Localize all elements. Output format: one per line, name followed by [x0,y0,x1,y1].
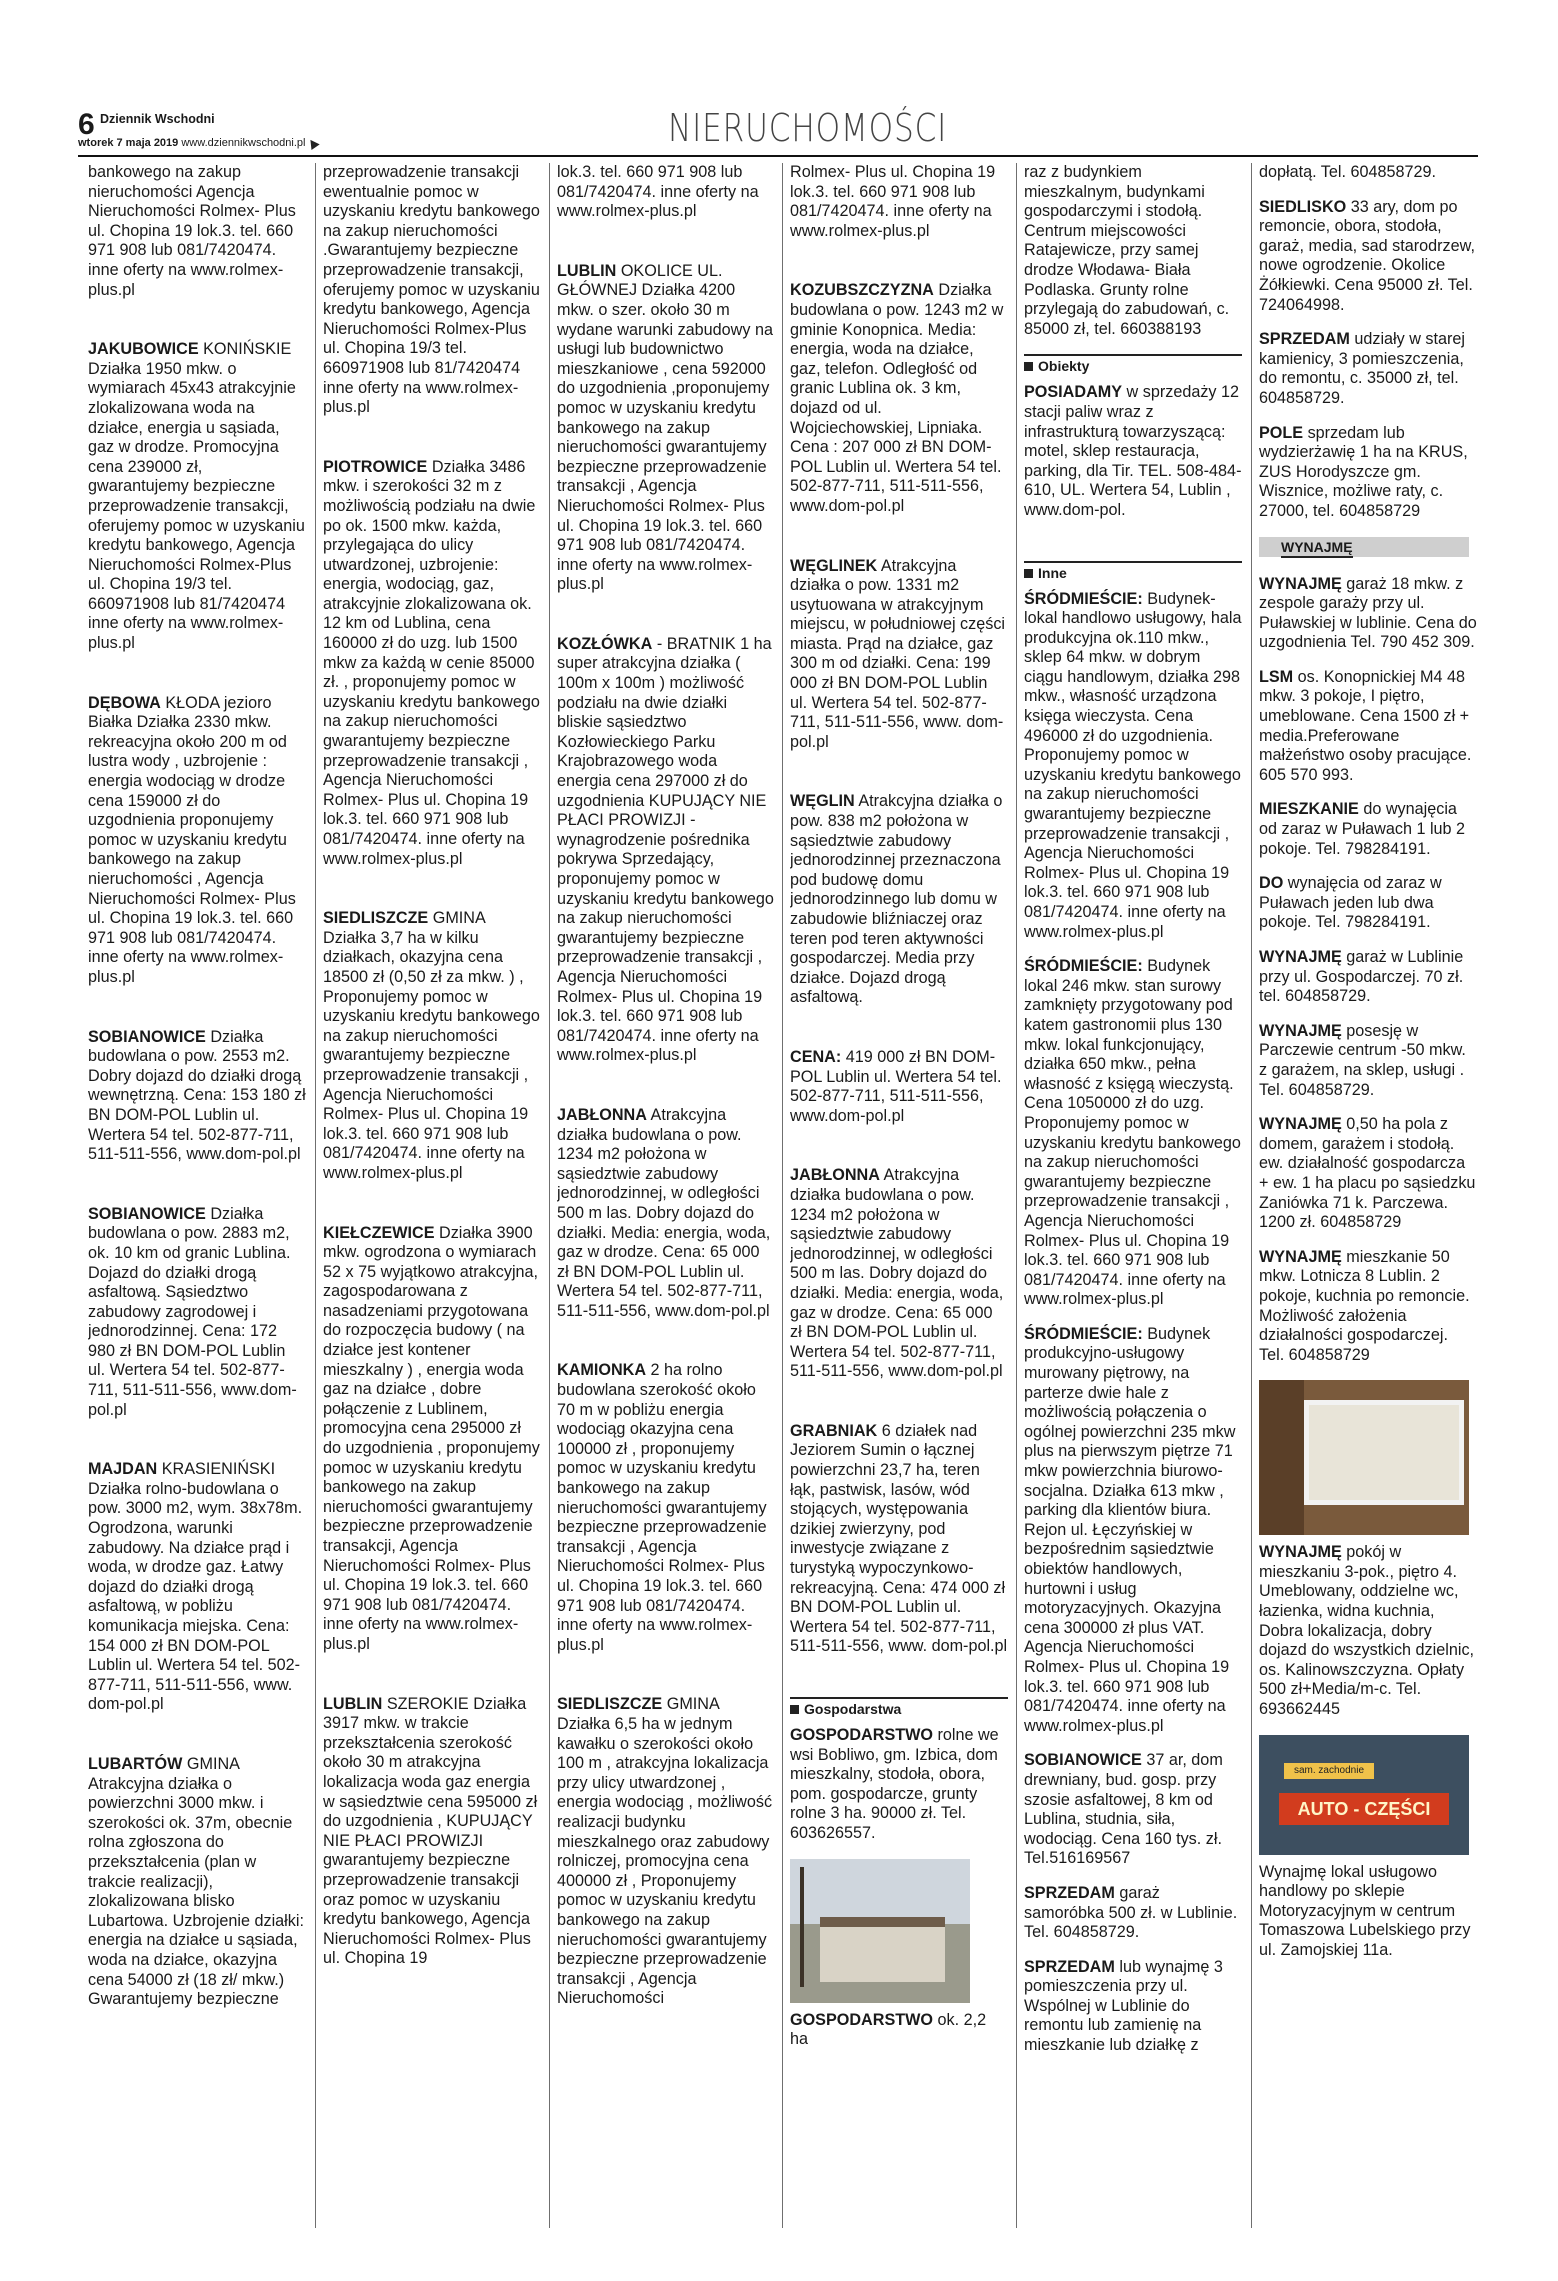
ad-heading: WYNAJMĘ [1259,1115,1342,1134]
issue-date-line [78,137,318,149]
ad-text: GMINA Działka 6,5 ha w jednym kawałku o szerokości około 100 m , atrakcyjna lokalizacja przy ulicy utwardzonej , energia wodociąg , możliwość realizacji budynku mieszkalnego oraz zabudowy rolniczej, promocyjna cena 400000 zł , Proponujemy pomoc w uzyskaniu kredytu bankowego na zakup nieruchomości gwarantujemy bezpieczne przeprowadzenie transakcji , Agencja Nieruchomości [557,1695,773,2008]
ad-listing [557,1361,775,1655]
ad-text: - BRATNIK 1 ha super atrakcyjna działka ( 100m x 100m ) możliwość podziału na dwie działki bliskie sąsiedztwo Kozłowieckiego Parku Krajobrazowego woda energia cena 297000 zł do uzgodnienia KUPUJĄCY NIE PŁACI PROWIZJI -wynagrodzenie pośrednika pokrywa Sprzedający, proponujemy pomoc w uzyskaniu kredytu bankowego na zakup nieruchomości gwarantujemy bezpieczne przeprowadzenie transakcji , Agencja Nieruchomości Rolmex- Plus ul. Chopina 19 lok.3. tel. 660 971 908 lub 081/7420474. inne oferty na www.rolmex-plus.pl [557,634,774,1065]
ad-listing [1259,1115,1477,1233]
ad-text: lub wynajmę 3 pomieszczenia przy ul. Wspólnej w Lublinie do remontu lub zamienię na mieszkanie lub działkę z [1024,1957,1223,2055]
ad-heading: SPRZEDAM [1259,330,1350,349]
cursor-icon [307,137,320,150]
ad-text: garaż 18 mkw. z zespole garaży przy ul. Puławskiej w lublinie. Cena do uzgodnienia Tel. 790 452 309. [1259,574,1477,652]
ad-text: dopłatą. Tel. 604858729. [1259,163,1437,181]
ad-heading: LUBARTÓW [88,1754,183,1773]
ad-listing [557,1695,775,2009]
category-inne: Inne [1024,561,1242,582]
ad-heading: MAJDAN [88,1460,158,1479]
ad-text: Budynek-lokal handlowo usługowy, hala produkcyjna ok.110 mkw., sklep 64 mkw. w dobrym ciągu handlowym, działka 298 mkw., własność urządzona księga wieczysta. Cena 496000 zł do uzgodnienia. Proponujemy pomoc w uzyskaniu kredytu bankowego na zakup nieruchomości gwarantujemy bezpieczne przeprowadzenie transakcji , Agencja Nieruchomości Rolmex- Plus ul. Chopina 19 lok.3. tel. 660 971 908 lub 081/7420474. inne oferty na www.rolmex-plus.pl [1024,589,1242,941]
ad-heading: KOZŁÓWKA [557,634,653,653]
ad-listing [790,1048,1008,1126]
category-marker-icon [790,1705,799,1714]
ad-text: 419 000 zł BN DOM-POL Lublin ul. Wertera 54 tel. 502-877-711, 511-511-556, www.dom-pol.pl [790,1047,1002,1125]
ad-listing [1024,590,1242,943]
ad-text: Działka budowlana o pow. 2553 m2. Dobry dojazd do działki drogą wewnętrzną. Cena: 153 180 zł BN DOM-POL Lublin ul. Wertera 54 tel. 502-877-711, 511-511-556, www.dom-pol.pl [88,1027,306,1164]
ad-heading: ŚRÓDMIEŚCIE: [1024,957,1143,976]
ad-text: do wynajęcia od zaraz w Puławach 1 lub 2 pokoje. Tel. 798284191. [1259,800,1466,858]
ad-listing [1259,948,1477,1007]
ad-listing [323,909,541,1183]
ad-listing [557,635,775,1066]
paper-name: Dziennik Wschodni [100,112,215,126]
ad-listing [790,1422,1008,1657]
ad-listing [1259,330,1477,408]
ad-listing: Wynajmę lokal usługowo handlowy po sklepie Motoryzacyjnym w centrum Tomaszowa Lubelskiego przy ul. Zamojskiej 11a. [1259,1862,1471,1959]
ad-text: wynajęcia od zaraz w Puławach jeden lub dwa pokoje. Tel. 798284191. [1259,874,1442,932]
ad-listing [557,1106,775,1322]
ad-text: Budynek lokal 246 mkw. stan surowy zamknięty przygotowany pod katem gastronomii plus 130 mkw. lokal funkcjonujący, działka 650 mkw., pełna własność z księgą wieczystą. Cena 1050000 zł do uzg. Proponujemy pomoc w uzyskaniu kredytu bankowego na zakup nieruchomości gwarantujemy bezpieczne przeprowadzenie transakcji , Agencja Nieruchomości Rolmex- Plus ul. Chopina 19 lok.3. tel. 660 971 908 lub 081/7420474. inne oferty na www.rolmex-plus.pl [1024,957,1241,1309]
issue-date: wtorek 7 maja 2019 [78,137,179,149]
ad-listing: POSIADAMY w sprzedaży 12 stacji paliw wraz z infrastrukturą towarzyszącą: motel, sklep restauracja, parking, dla Tir. TEL. 508-484-610, UL. Wertera 54, Lublin , www.dom-pol. [1024,383,1242,519]
ad-heading: ŚRÓDMIEŚCIE: [1024,589,1143,608]
ad-heading: WYNAJMĘ [1259,948,1342,966]
ad-heading: WĘGLIN [790,792,855,811]
ad-text: Rolmex- Plus ul. Chopina 19 lok.3. tel. 660 971 908 lub 081/7420474. inne oferty na www.rolmex-plus.pl [790,163,996,240]
ad-heading: WĘGLINEK [790,556,878,575]
ad-heading: KOZUBSZCZYZNA [790,281,934,300]
ad-text: lok.3. tel. 660 971 908 lub 081/7420474. inne oferty na www.rolmex-plus.pl [557,163,759,221]
page-header [78,104,1478,154]
ad-listing [1024,1958,1242,2056]
ad-listing [1024,1751,1242,1869]
ad-heading: JABŁONNA [557,1105,647,1124]
ad-heading: KAMIONKA [557,1361,647,1380]
ad-listing [88,1028,306,1165]
ad-text: Atrakcyjna działka o pow. 1331 m2 usytuowana w atrakcyjnym miejscu, w południowej części miasta. Prąd na działce, gaz 300 m od działki. Cena: 199 000 zł BN DOM-POL Lublin ul. Wertera 54 tel. 502-877-711, 511-511-556, www. dom-pol.pl [790,556,1006,751]
ad-heading: DO [1259,874,1284,893]
ad-heading: POLE [1259,423,1304,442]
ad-heading: SIEDLISZCZE [557,1695,663,1714]
ad-text: os. Konopnickiej M4 48 mkw. 3 pokoje, I piętro, umeblowane. Cena 1500 zł + media.Preferowane małżeństwo osoby pracujące. 605 570 993. [1259,667,1472,784]
ad-heading: PIOTROWICE [323,457,428,476]
ad-listing [1259,1022,1477,1100]
category-gospodarstwa: Gospodarstwa [790,1697,1008,1718]
ad-listing: raz z budynkiem mieszkalnym, budynkami gospodarczymi i stodołą. Centrum miejscowości Ratajewicze, przy samej drodze Włodawa- Biała Podlaska. Grunty rolne przylegają do zabudowań, c. 85000 zł, tel. 660388193 [1024,163,1230,338]
category-obiekty: Obiekty [1024,354,1242,375]
ad-listing [790,163,1008,241]
shop-photo: sam. zachodnie AUTO - CZĘŚCI [1259,1735,1469,1855]
ad-text: sprzedam lub wydzierżawię 1 ha na KRUS, ZUS Horodyszcze gm. Wisznice, możliwe raty, c. 27000, tel. 604858729 [1259,423,1468,520]
ad-listing [790,1166,1008,1382]
ad-text: 6 działek nad Jeziorem Sumin o łącznej powierzchni 23,7 ha, teren łąk, pastwisk, lasów, wód stojących, występowania dzikiej zwierzyny, pod inwestycje związane z turystyką wypoczynkowo-rekreacyjną. Cena: 474 000 zł BN DOM-POL Lublin ul. Wertera 54 tel. 502-877-711, 511-511-556, www. dom-pol.pl [790,1421,1008,1656]
ad-text: Działka 3900 mkw. ogrodzona o wymiarach 52 x 75 wyjątkowo atrakcyjna, zagospodarowana z nasadzeniami przygotowana do rozpoczęcia budowy ( na działce jest kontener mieszkalny ) , energia woda gaz na działce , dobre połączenie z Lublinem, promocyjna cena 295000 zł do uzgodnienia , proponujemy pomoc w uzyskaniu kredytu bankowego na zakup nieruchomości gwarantujemy bezpieczne przeprowadzenie transakcji, Agencja Nieruchomości Rolmex- Plus ul. Chopina 19 lok.3. tel. 660 971 908 lub 081/7420474. inne oferty na www.rolmex-plus.pl [323,1223,540,1653]
category-marker-icon [1024,362,1033,371]
ad-heading: WYNAJMĘ [1259,1247,1342,1266]
ad-text: udziały w starej kamienicy, 3 pomieszczenia, do remontu, c. 35000 zł, tel. 604858729. [1259,330,1466,407]
room-photo [1259,1380,1469,1535]
ad-listing [1259,874,1477,933]
ad-text: bankowego na zakup nieruchomości Agencja Nieruchomości Rolmex- Plus ul. Chopina 19 lok.3. tel. 660 971 908 lub 081/7420474. inne oferty na www.rolmex-plus.pl [88,163,296,299]
ad-text: Działka 3486 mkw. i szerokości 32 m z możliwością podziału na dwie po ok. 1500 mkw. każda, przylegająca do ulicy utwardzonej, uzbrojenie: energia, wodociąg, gaz, atrakcyjnie zlokalizowana ok. 12 km od Lublina, cena 160000 zł do uzg. lub 1500 mkw za każdą w cenie 85000 zł. , proponujemy pomoc w uzyskaniu kredytu bankowego na zakup nieruchomości gwarantujemy bezpieczne przeprowadzenie transakcji , Agencja Nieruchomości Rolmex- Plus ul. Chopina 19 lok.3. tel. 660 971 908 lub 081/7420474. inne oferty na www.rolmex-plus.pl [323,457,540,868]
ad-heading: LUBLIN [557,261,617,280]
ad-text: KONIŃSKIE Działka 1950 mkw. o wymiarach 45x43 atrakcyjnie zlokalizowana woda na działce, energia u sąsiada, gaz w drodze. Promocyjna cena 239000 zł, gwarantujemy bezpieczne przeprowadzenie transakcji, oferujemy pomoc w uzyskaniu kredytu bankowego, Agencja Nieruchomości Rolmex-Plus ul. Chopina 19/3 tel. 660971908 lub 81/7420474 inne oferty na www.rolmex-plus.pl [88,340,305,653]
category-marker-icon [1024,569,1033,578]
column-divider [1251,163,1252,2228]
column-divider [782,163,783,2228]
ad-listing [323,1695,541,1969]
ad-text: SZEROKIE Działka 3917 mkw. w trakcie przekształcenia szerokość około 30 m atrakcyjna lokalizacja woda gaz energia w sąsiedztwie cena 595000 zł do uzgodnienia , KUPUJĄCY NIE PŁACI PROWIZJI gwarantujemy bezpieczne przeprowadzenie transakcji oraz pomoc w uzyskaniu kredytu bankowego, Agencja Nieruchomości Rolmex- Plus ul. Chopina 19 [323,1694,538,1968]
ad-text: garaż w Lublinie przy ul. Gospodarczej. 70 zł. tel. 604858729. [1259,948,1464,1006]
ad-text: Atrakcyjna działka o pow. 838 m2 położona w sąsiedztwie zabudowy jednorodzinnej przeznaczona pod budowę domu jednorodzinnego lub domu w zabudowie bliźniaczej oraz teren pod teren aktywności gospodarczej. Media przy działce. Dojazd drogą asfaltową. [790,792,1003,1007]
column-1 [88,163,306,2228]
ad-heading: LUBLIN [323,1694,383,1713]
ad-text: Działka budowlana o pow. 1243 m2 w gminie Konopnica. Media: energia, woda na działce, gaz, telefon. Odległość od granic Lublina ok. 3 km, dojazd od ul. Wojciechowskiej, Lipniaka. Cena : 207 000 zł BN DOM-POL Lublin ul. Wertera 54 tel. 502-877-711, 511-511-556, www.dom-pol.pl [790,281,1004,515]
ad-heading: SOBIANOWICE [88,1027,206,1046]
ad-listing: GOSPODARSTWO rolne we wsi Bobliwo, gm. Izbica, dom mieszkalny, stodoła, obora, pom. gospodarcze, grunty rolne 3 ha. 90000 zł. Tel. 603626557. [790,1726,999,1842]
ad-listing [88,1755,306,2010]
ad-text: posesję w Parczewie centrum -50 mkw. z garażem, na sklep, usługi . Tel. 604858729. [1259,1021,1466,1099]
section-title: NIERUCHOMOŚCI [668,106,948,150]
column-5 [1024,163,1242,2228]
ad-heading: SPRZEDAM [1024,1883,1115,1902]
ad-listing [323,1224,541,1655]
ad-listing [1259,198,1477,316]
ad-heading: SOBIANOWICE [88,1204,206,1223]
ad-listing [1024,1325,1242,1736]
ad-text: Atrakcyjna działka budowlana o pow. 1234 m2 położona w sąsiedztwie zabudowy jednorodzinnej, w odległości 500 m las. Dobry dojazd do działki. Media: energia, woda, gaz w drodze. Cena: 65 000 zł BN DOM-POL Lublin ul. Wertera 54 tel. 502-877-711, 511-511-556, www.dom-pol.pl [557,1105,771,1320]
ad-text: mieszkanie 50 mkw. Lotnicza 8 Lublin. 2 pokoje, kuchnia po remoncie. Możliwość założenia działalności gospodarczej. Tel. 604858729 [1259,1247,1470,1364]
ad-listing [88,1205,306,1421]
ad-heading: SOBIANOWICE [1024,1751,1142,1770]
ad-listing: WYNAJMĘ pokój w mieszkaniu 3-pok., piętro 4. Umeblowany, oddzielne wc, łazienka, widna kuchnia, Dobra lokalizacja, dobry dojazd do wszystkich dzielnic, os. Kalinowszczyzna. Opłaty 500 zł+Media/m-c. Tel. 693662445 [1259,1543,1475,1719]
ad-listing [557,163,775,222]
wynajme-section-header: WYNAJMĘ [1259,537,1477,557]
column-3 [557,163,775,2228]
column-divider [549,163,550,2228]
ad-heading: DĘBOWA [88,693,161,712]
ad-listing [557,262,775,595]
ad-heading: WYNAJMĘ [1259,1021,1342,1040]
ad-listing [1259,163,1477,183]
ad-text: KŁODA jezioro Białka Działka 2330 mkw. rekreacyjna około 200 m od lustra wody , uzbrojenie : energia wodociąg w drodze cena 159000 zł do uzgodnienia proponujemy pomoc w uzyskaniu kredytu bankowego na zakup nieruchomości , Agencja Nieruchomości Rolmex- Plus ul. Chopina 19 lok.3. tel. 660 971 908 lub 081/7420474. inne oferty na www.rolmex-plus.pl [88,693,296,986]
ad-text: OKOLICE UL. GŁÓWNEJ Działka 4200 mkw. o szer. około 30 m wydane warunki zabudowy na usługi lub budownictwo mieszkaniowe , cena 592000 do uzgodnienia ,proponujemy pomoc w uzyskaniu kredytu bankowego na zakup nieruchomości gwarantujemy bezpieczne przeprowadzenie transakcji , Agencja Nieruchomości Rolmex- Plus ul. Chopina 19 lok.3. tel. 660 971 908 lub 081/7420474. inne oferty na www.rolmex-plus.pl [557,261,773,594]
ad-heading: JABŁONNA [790,1166,880,1185]
ad-listing [1259,668,1477,786]
ad-text: 33 ary, dom po remoncie, obora, stodoła, garaż, media, sad starodrzew, nowe ogrodzenie. Okolice Żółkiewki. Cena 95000 zł. Tel. 724064998. [1259,197,1475,314]
ad-listing [323,458,541,869]
ad-heading: MIESZKANIE [1259,800,1359,819]
ad-listing [1259,800,1477,859]
ad-heading: LSM [1259,667,1294,686]
ad-heading: WYNAJMĘ [1259,574,1342,593]
header-rule [78,155,1478,157]
ad-listing [1024,1884,1242,1943]
ad-listing [88,340,306,654]
ad-text: Działka budowlana o pow. 2883 m2, ok. 10 km od granic Lublina. Dojazd do działki drogą asfaltową. Sąsiedztwo zabudowy zagrodowej i jednorodzinnej. Cena: 172 980 zł BN DOM-POL Lublin ul. Wertera 54 tel. 502-877-711, 511-511-556, www.dom-pol.pl [88,1204,297,1419]
ad-listing [323,163,541,418]
ad-heading: SIEDLISZCZE [323,909,429,928]
ad-text: Atrakcyjna działka budowlana o pow. 1234 m2 położona w sąsiedztwie zabudowy jednorodzinnej, w odległości 500 m las. Dobry dojazd do działki. Media: energia, woda, gaz w drodze. Cena: 65 000 zł BN DOM-POL Lublin ul. Wertera 54 tel. 502-877-711, 511-511-556, www.dom-pol.pl [790,1166,1004,1381]
ad-text: 0,50 ha pola z domem, garażem i stodołą. ew. działalność gospodarcza + ew. 1 ha placu po sąsiedzku Zaniówka 71 k. Parczewa. 1200 zł. 604858729 [1259,1115,1476,1232]
ad-text: 2 ha rolno budowlana szerokość około 70 m w pobliżu energia wodociąg okazyjna cena 100000 zł , proponujemy pomoc w uzyskaniu kredytu bankowego na zakup nieruchomości gwarantujemy bezpieczne przeprowadzenie transakcji , Agencja Nieruchomości Rolmex- Plus ul. Chopina 19 lok.3. tel. 660 971 908 lub 081/7420474. inne oferty na www.rolmex-plus.pl [557,1361,767,1654]
ad-listing [88,163,306,300]
column-6 [1259,163,1477,2228]
ad-heading: SIEDLISKO [1259,197,1347,216]
ad-text: GMINA Atrakcyjna działka o powierzchni 3000 mkw. i szerokości ok. 37m, obecnie rolna zgłoszona do przekształcenia (plan w trakcie realizacji), zlokalizowana blisko Lubartowa. Uzbrojenie działki: energia na działce u sąsiada, woda na działce, okazyjna cena 54000 zł (18 zł/ mkw.) Gwarantujemy bezpieczne [88,1754,304,2009]
ad-listing [1259,575,1477,653]
ad-listing [790,557,1008,753]
ad-text: Budynek produkcyjno-usługowy murowany piętrowy, na parterze dwie hale z możliwością połączenia o ogólnej powierzchni 235 mkw plus na pierwszym piętrze 71 mkw powierzchnia biurowo-socjalna. Działka 613 mkw , parking dla klientów biura. Rejon ul. Łęczyńskiej w bezpośrednim sąsiedztwie obiektów handlowych, hurtowni i usług motoryzacyjnych. Okazyjna cena 300000 zł plus VAT. Agencja Nieruchomości Rolmex- Plus ul. Chopina 19 lok.3. tel. 660 971 908 lub 081/7420474. inne oferty na www.rolmex-plus.pl [1024,1324,1236,1735]
ad-heading: CENA: [790,1047,842,1066]
ad-listing [790,281,1008,516]
ad-listing [88,694,306,988]
ad-listing [1024,957,1242,1310]
farm-photo [790,1859,970,2003]
ad-heading: JAKUBOWICE [88,340,199,359]
ad-text: KRASIENIŃSKI Działka rolno-budowlana o pow. 3000 m2, wym. 38x78m. Ogrodzona, warunki zabudowy. Na działce prąd i woda, w drodze gaz. Łatwy dojazd do działki drogą asfaltową, w pobliżu komunikacja miejska. Cena: 154 000 zł BN DOM-POL Lublin ul. Wertera 54 tel. 502-877-711, 511-511-556, www. dom-pol.pl [88,1460,303,1714]
ad-text: przeprowadzenie transakcji ewentualnie pomoc w uzyskaniu kredytu bankowego na zakup nieruchomości .Gwarantujemy bezpieczne przeprowadzenie transakcji, oferujemy pomoc w uzyskaniu kredytu bankowego, Agencja Nieruchomości Rolmex-Plus ul. Chopina 19/3 tel. 660971908 lub 81/7420474 inne oferty na www.rolmex-plus.pl [323,163,540,417]
ad-heading: ŚRÓDMIEŚCIE: [1024,1324,1143,1343]
ad-listing [1259,424,1477,522]
ad-heading: SPRZEDAM [1024,1957,1115,1976]
column-divider [315,163,316,2228]
ad-text: garaż samoróbka 500 zł. w Lublinie. Tel. 604858729. [1024,1883,1238,1942]
ad-heading: KIEŁCZEWICE [323,1223,435,1242]
ad-listing: GOSPODARSTWO ok. 2,2 ha [790,2010,987,2049]
ad-text: 37 ar, dom drewniany, bud. gosp. przy szosie asfaltowej, 8 km od Lublina, studnia, siła, wodociąg. Cena 160 tys. zł. Tel.516169567 [1024,1751,1223,1868]
column-2 [323,163,541,2228]
ad-text: GMINA Działka 3,7 ha w kilku działkach, okazyjna cena 18500 zł (0,50 zł za mkw. ) , Proponujemy pomoc w uzyskaniu kredytu bankowego na zakup nieruchomości gwarantujemy bezpieczne przeprowadzenie transakcji , Agencja Nieruchomości Rolmex- Plus ul. Chopina 19 lok.3. tel. 660 971 908 lub 081/7420474. inne oferty na www.rolmex-plus.pl [323,909,540,1182]
ad-heading: GRABNIAK [790,1421,878,1440]
page-number: 6 [78,108,95,141]
ad-listing [1259,1248,1477,1366]
ad-listing [88,1460,306,1715]
ad-listing [790,792,1008,1008]
column-divider [1016,163,1017,2228]
website-link[interactable]: www.dziennikwschodni.pl [181,137,306,149]
column-4 [790,163,1008,2228]
